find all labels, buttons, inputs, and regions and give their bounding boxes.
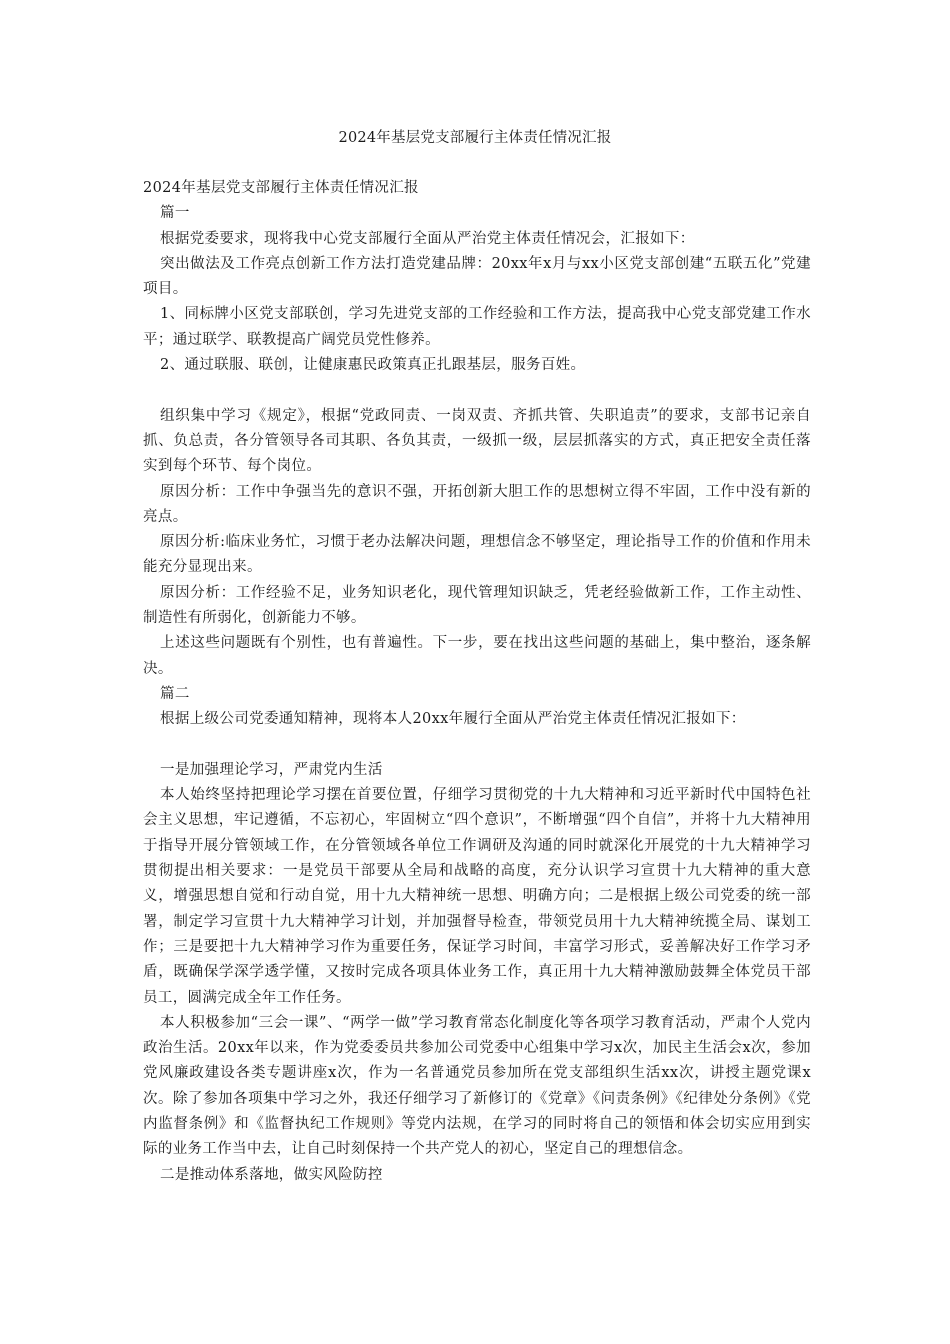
paragraph: 根据上级公司党委通知精神，现将本人20xx年履行全面从严治党主体责任情况汇报如下： bbox=[160, 711, 746, 728]
paragraph: 本人始终坚持把理论学习摆在首要位置，仔细学习贯彻党的十九大精神和习近平新时代中国特色社会主义思想，牢记遵循，不忘初心，牢固树立“四个意识”，不断增强“四个自信”，并将十九大精神用于指导开展分管领域工作，在分管领域各单位工作调研及沟通的同时就深化开展党的十九大精神学习贯彻提出相关要求：一是党员干部要从全局和战略的高度，充分认识学习宣贯十九大精神的重大意义，增强思想自觉和行动自觉，用十九大精神统一思想、明确方向；二是根据上级公司党委的统一部署，制定学习宣贯十九大精神学习计划，并加强督导检查，带领党员用十九大精神统揽全局、谋划工作；三是要把十九大精神学习作为重要任务，保证学习时间，丰富学习形式，妥善解决好工作学习矛盾，既确保学深学透学懂，又按时完成各项具体业务工作，真正用十九大精神激励鼓舞全体党员干部员工，圆满完成全年工作任务。 bbox=[143, 787, 811, 1006]
paragraph: 原因分析:临床业务忙，习惯于老办法解决问题，理想信念不够坚定，理论指导工作的价值和作用未能充分显现出来。 bbox=[143, 534, 811, 576]
document-title: 2024年基层党支部履行主体责任情况汇报 bbox=[338, 130, 612, 146]
paragraph: 本人积极参加“三会一课”、“两学一做”学习教育常态化制度化等各项学习教育活动，严肃个人党内政治生活。20xx年以来，作为党委委员共参加公司党委中心组集中学习x次，加民主生活会x次，参加党风廉政建设各类专题讲座x次，作为一名普通党员参加所在党支部组织生活xx次，讲授主题党课x次。除了参加各项集中学习之外，我还仔细学习了新修订的《党章》《问责条例》《纪律处分条例》《党内监督条例》和《监督执纪工作规则》等党内法规，在学习的同时将自己的领悟和体会切实应用到实际的业务工作当中去，让自己时刻保持一个共产党人的初心，坚定自己的理想信念。 bbox=[143, 1014, 811, 1158]
paragraph: 2、通过联服、联创，让健康惠民政策真正扎跟基层，服务百姓。 bbox=[160, 357, 586, 374]
body-heading: 2024年基层党支部履行主体责任情况汇报 bbox=[143, 180, 419, 196]
section-label: 篇一 bbox=[160, 205, 190, 222]
paragraph: 组织集中学习《规定》，根据“党政同责、一岗双责、齐抓共管、失职追责”的要求，支部书记亲自抓、负总责，各分管领导各司其职、各负其责，一级抓一级，层层抓落实的方式，真正把安全责任落实到每个环节、每个岗位。 bbox=[143, 407, 811, 475]
section-label: 篇二 bbox=[160, 685, 190, 702]
paragraph: 原因分析：工作中争强当先的意识不强，开拓创新大胆工作的思想树立得不牢固，工作中没有新的亮点。 bbox=[143, 483, 811, 525]
paragraph: 突出做法及工作亮点创新工作方法打造党建品牌：20xx年x月与xx小区党支部创建“五联五化”党建项目。 bbox=[143, 255, 811, 298]
subheading: 二是推动体系落地，做实风险防控 bbox=[160, 1166, 383, 1183]
blank-line bbox=[143, 733, 811, 758]
paragraph: 根据党委要求，现将我中心党支部履行全面从严治党主体责任情况会，汇报如下： bbox=[160, 230, 695, 247]
document-body bbox=[143, 176, 811, 1188]
subheading: 一是加强理论学习，严肃党内生活 bbox=[160, 761, 383, 778]
paragraph: 上述这些问题既有个别性，也有普遍性。下一步，要在找出这些问题的基础上，集中整治，逐条解决。 bbox=[143, 635, 811, 677]
paragraph: 原因分析：工作经验不足，业务知识老化，现代管理知识缺乏，凭老经验做新工作，工作主动性、制造性有所弱化，创新能力不够。 bbox=[143, 584, 811, 627]
blank-line bbox=[143, 378, 811, 403]
paragraph: 1、同标牌小区党支部联创，学习先进党支部的工作经验和工作方法，提高我中心党支部党建工作水平；通过联学、联教提高广阔党员党性修养。 bbox=[143, 306, 811, 348]
